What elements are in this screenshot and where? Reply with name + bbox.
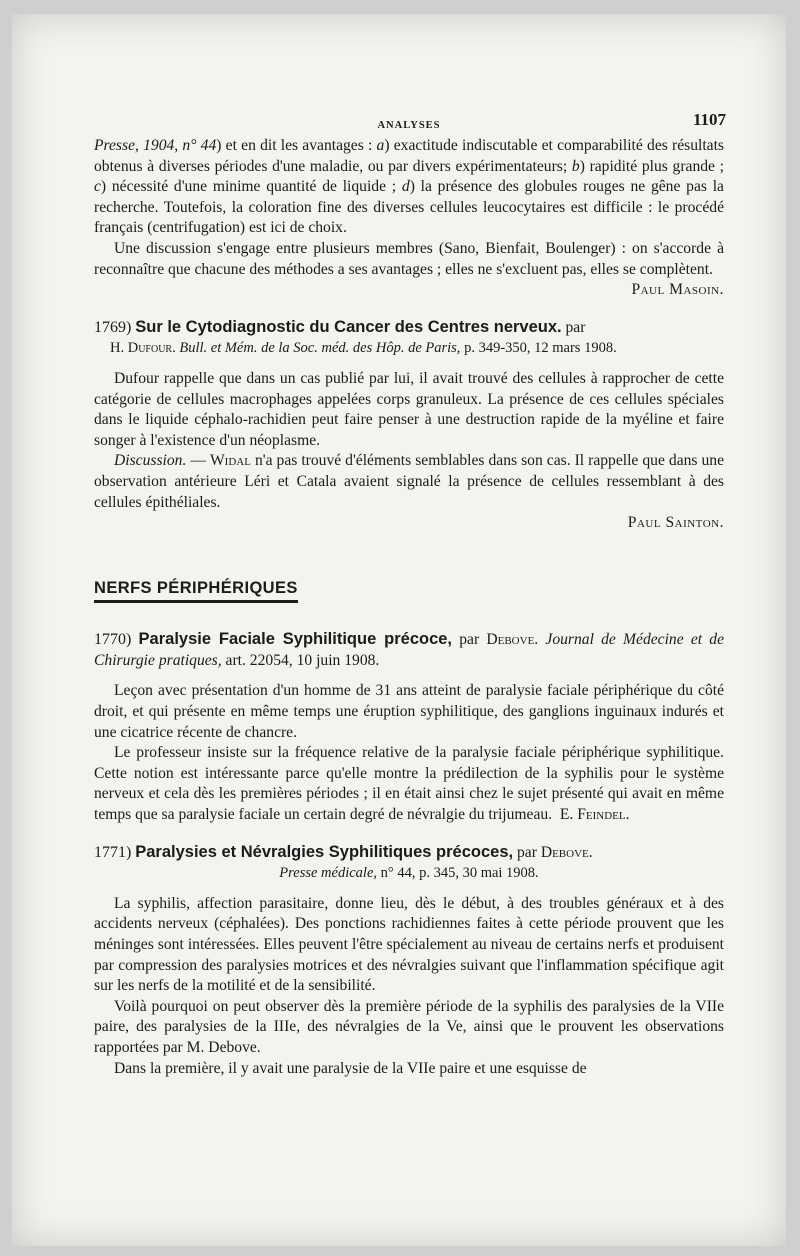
page-content [94, 110, 724, 1079]
entry-number: 1770) [94, 631, 132, 649]
text: ) et en dit les avantages : [216, 137, 377, 154]
entry-1771-paragraph-1: La syphilis, affection parasitaire, donne lieu, dès le début, à des troubles généraux et à des accidents nerveux (céphalées). Des ponctions rachidiennes faites à cette période prouvent que les méninges sont intéressées. Elles peuvent l'être spécialement au niveau de certains nerfs et produisent par compression des paralysies motrices et des névralgies suivant que l'inflammation spécifique agit sur les nerfs de la motilité et de la sensibilité. [94, 894, 724, 995]
signature-feindel: E. Feindel. [559, 806, 630, 824]
discussant-name: Widal [209, 452, 251, 470]
section-heading-wrapper [94, 578, 724, 604]
text: Le professeur insiste sur la fréquence relative de la paralysie faciale périphérique syphilitique. Cette notion est intéressante parce qu'elle montre la prédilection de la syphilis pour le système nerveux et cela dès les premières périodes ; il en était ainsi chez le sujet présenté qui avait en même temps que sa paralysie faciale un certain degré de névralgie du trijumeau. [94, 744, 724, 824]
citation: Presse, 1904, n° 44 [94, 137, 217, 154]
entry-source: Presse médicale, [279, 865, 378, 882]
entry-1769-heading [94, 317, 724, 359]
entry-1771-paragraph-2: Voilà pourquoi on peut observer dès la première période de la syphilis des paralysies de la VIIe paire, des paralysies de la IIIe, des névralgies de la Ve, ainsi que le prouvent les observations rapportées par M. Debove. [94, 997, 724, 1056]
running-header [94, 110, 724, 136]
entry-reference [94, 338, 724, 359]
item-letter: b [571, 157, 580, 175]
text: ) la présence des globules rouges ne gêne pas la recherche. Toutefois, la coloration fine des diverses cellules leucocytaires est difficile : le procédé français (centrifugation) est ici de choix. [94, 178, 724, 237]
entry-reference [94, 863, 724, 884]
text: ) rapidité plus grande ; [579, 157, 724, 175]
entry-author: Debove. [486, 631, 539, 649]
entry-1769-discussion [94, 451, 724, 513]
text: n° 44, p. 345, 30 mai 1908. [377, 865, 539, 882]
entry-author: H. Dufour. [110, 340, 176, 357]
signature-masoin: Paul Masoin. [631, 281, 724, 299]
section-heading: NERFS PÉRIPHÉRIQUES [94, 578, 298, 604]
signature-sainton: Paul Sainton. [627, 514, 724, 532]
entry-title: Paralysie Faciale Syphilitique précoce, [138, 630, 453, 649]
entry-source: Bull. et Mém. de la Soc. méd. des Hôp. de Paris, [175, 340, 461, 357]
running-title: ANALYSES [377, 120, 441, 131]
page-number: 1107 [692, 110, 726, 129]
text: art. 22054, 10 juin 1908. [221, 651, 380, 669]
text: ) exactitude indiscutable et comparabilité des résultats obtenus à diverses périodes d'une maladie, ou par divers expérimentateurs; [94, 137, 724, 175]
entry-number: 1769) [94, 318, 132, 336]
entry-1770-paragraph-1: Leçon avec présentation d'un homme de 31 ans atteint de paralysie faciale périphérique du côté droit, et qui présente en même temps une éruption syphilitique, des ganglions inguinaux indurés et une cicatrice récente de chancre. [94, 682, 724, 741]
scanned-page [12, 14, 786, 1246]
discussion-label: Discussion. [114, 452, 187, 470]
text: par [513, 843, 541, 861]
entry-1771-paragraph-3: Dans la première, il y avait une paralysie de la VIIe paire et une esquisse de [114, 1059, 587, 1077]
entry-1770-heading [94, 629, 724, 671]
text: par [561, 318, 586, 336]
item-letter: a [376, 137, 385, 154]
entry-1771-heading [94, 842, 724, 884]
entry-1770-paragraph-2 [94, 743, 724, 825]
entry-author: Debove. [540, 843, 593, 861]
entry-number: 1771) [94, 843, 132, 861]
entry-1769-paragraph-1: Dufour rappelle que dans un cas publié par lui, il avait trouvé des cellules à rapprocher de cette catégorie de cellules macrophages appelées corps granuleux. La présence de ces cellules spéciales dans le liquide céphalo-rachidien peut faire penser à une destruction rapide de la myéline et faire songer à l'existence d'un néoplasme. [94, 369, 724, 449]
continuation-paragraph-1 [94, 136, 724, 239]
text: ) nécessité d'une minime quantité de liquide ; [100, 178, 402, 196]
text: — [186, 452, 210, 470]
text: p. 349-350, 12 mars 1908. [460, 340, 617, 357]
item-letter: c [94, 178, 101, 196]
text: n'a pas trouvé d'éléments semblables dans son cas. Il rappelle que dans une observation antérieure Léri et Catala avaient signalé la présence de cellules ressemblant à des cellules épithéliales. [94, 452, 725, 511]
text: par [452, 631, 487, 649]
continuation-paragraph-2: Une discussion s'engage entre plusieurs membres (Sano, Bienfait, Boulenger) : on s'accorde à reconnaître que chacune des méthodes a ses avantages ; elles ne s'excluent pas, elles se complètent. [94, 239, 724, 278]
item-letter: d [401, 178, 410, 196]
entry-source: Journal de Médecine et de Chirurgie pratiques, [94, 631, 725, 669]
entry-title: Sur le Cytodiagnostic du Cancer des Centres nerveux. [135, 317, 562, 336]
entry-title: Paralysies et Névralgies Syphilitiques précoces, [135, 842, 514, 861]
